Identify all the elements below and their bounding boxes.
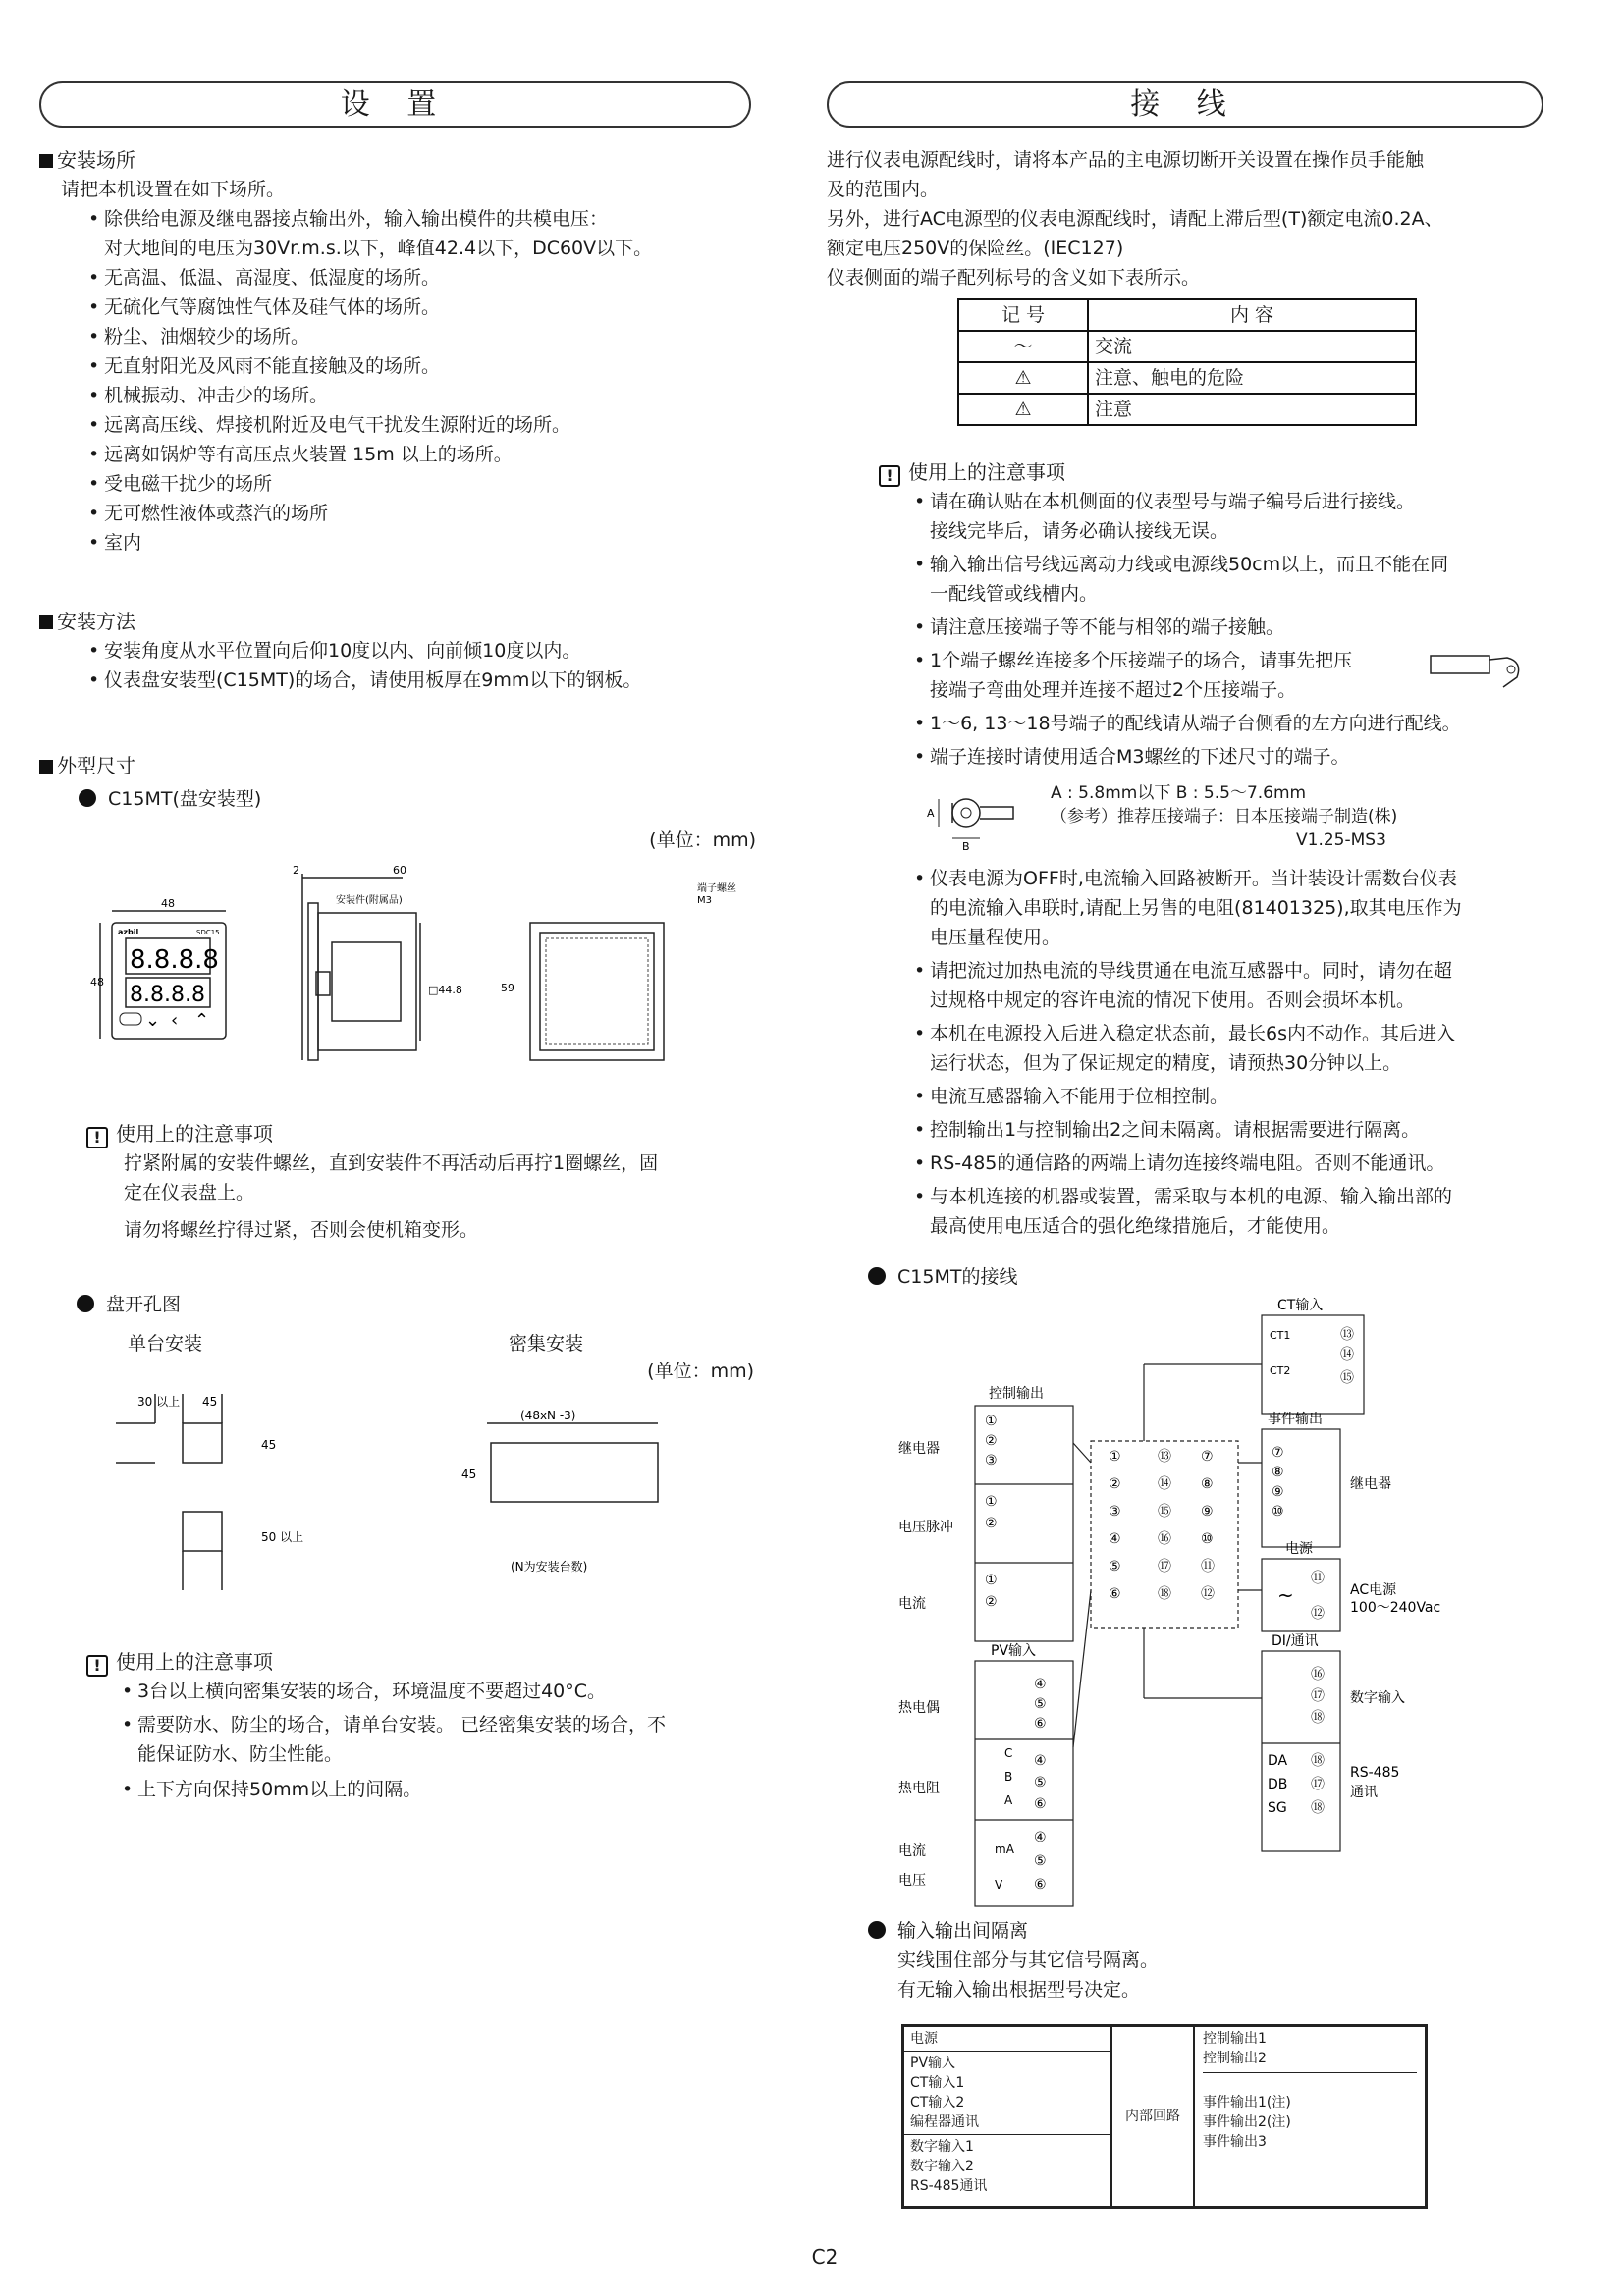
list-item: • 3台以上横向密集安装的场合，环境温度不要超过40°C。 [122, 1677, 764, 1706]
list-item: • 请在确认贴在本机侧面的仪表型号与端子编号后进行接线。 接线完毕后，请务必确认接线无误。 [914, 487, 1546, 546]
table-row: ⚠ 注意 [958, 394, 1416, 425]
min50-label: 50 以上 [261, 1530, 304, 1544]
terminal-grid [546, 938, 648, 1044]
list-item: • RS-485的通信路的两端上请勿连接终端电阻。否则不能通讯。 [914, 1148, 1546, 1178]
list-item: • 仪表电源为OFF时,电流输入回路被断开。当计装设计需数台仪表 的电流输入串联时,请配上另售的电阻(81401325),取其电压作为 电压量程使用。 [914, 864, 1546, 952]
power-label: 电源 [1285, 1541, 1313, 1557]
list-item: • 请把流过加热电流的导线贯通在电流互感器中。同时，请勿在超 过规格中规定的容许电流的情况下使用。否则会损坏本机。 [914, 956, 1546, 1015]
svg-text:⑤: ⑤ [1034, 1696, 1047, 1712]
list-item: • 粉尘、油烟较少的场所。 [88, 322, 756, 351]
list-item: • 机械振动、冲击少的场所。 [88, 381, 756, 410]
rear-view [530, 923, 664, 1060]
rtd-a-label: A [1004, 1793, 1013, 1807]
caution-icon: ! [86, 1127, 108, 1148]
svg-text:⑪: ⑪ [1201, 1559, 1215, 1575]
lug-spec: A : 5.8mm以下 B : 5.5～7.6mm （参考）推荐压接端子：日本压接端子制造(株) V1.25-MS3 [1051, 783, 1398, 850]
dimensions-model: C15MT(盘安装型) [79, 784, 756, 814]
dot-bullet-icon [79, 789, 96, 807]
dot-bullet-icon [868, 1267, 886, 1285]
svg-text:⑱: ⑱ [1311, 1800, 1325, 1816]
ct1-label: CT1 [1270, 1329, 1291, 1342]
min30-label: 30 以上 [137, 1395, 181, 1409]
sv-display: 8.8.8.8 [130, 983, 205, 1007]
tc-label: 热电偶 [898, 1700, 940, 1716]
bent-lug-icon [1429, 648, 1527, 697]
list-item: • 1个端子螺丝连接多个压接端子的场合，请事先把压 接端子弯曲处理并连接不超过2个压接端子。 [914, 646, 1546, 705]
svg-text:⑱: ⑱ [1158, 1586, 1171, 1602]
svg-text:⑪: ⑪ [1311, 1571, 1325, 1586]
dim-448-label: □44.8 [428, 984, 462, 996]
svg-text:⑥: ⑥ [1034, 1716, 1047, 1732]
di-comm-box [1262, 1651, 1340, 1851]
list-item: • 输入输出信号线远离动力线或电源线50cm以上，而且不能在同 一配线管或线槽内。 [914, 550, 1546, 609]
symbol-table [957, 298, 1417, 426]
rtd-b-label: B [1004, 1770, 1013, 1784]
install-method-section [39, 607, 756, 695]
svg-text:⑥: ⑥ [1034, 1796, 1047, 1812]
install-location-heading: 安装场所 [39, 145, 756, 175]
svg-text:⑧: ⑧ [1201, 1476, 1214, 1492]
ct2-label: CT2 [1270, 1364, 1291, 1377]
svg-text:⑬: ⑬ [1158, 1449, 1171, 1465]
install-location-intro: 请把本机设置在如下场所。 [61, 179, 286, 200]
install-method-heading: 安装方法 [39, 607, 756, 636]
caution-icon: ! [86, 1655, 108, 1677]
list-item: 能保证防水、防尘性能。 [137, 1743, 344, 1765]
sg-label: SG [1268, 1800, 1287, 1816]
ac-symbol: ～ [958, 331, 1088, 362]
svg-text:⑯: ⑯ [1158, 1531, 1171, 1547]
svg-text:②: ② [985, 1433, 998, 1449]
rtd-label: 热电阻 [898, 1781, 940, 1796]
square-bullet-icon [39, 154, 53, 168]
vpulse-label: 电压脉冲 [898, 1520, 953, 1535]
list-item: • 远离如锅炉等有高压点火装置 15m 以上的场所。 [88, 440, 756, 469]
model-label: SDC15 [196, 929, 220, 936]
svg-text:②: ② [985, 1516, 998, 1531]
caution-icon: ! [879, 465, 900, 487]
left-key-icon: ‹ [171, 1010, 179, 1031]
n-note: (N为安装台数) [511, 1560, 588, 1574]
list-item: • 无可燃性液体或蒸汽的场所 [88, 499, 756, 528]
list-item: • 受电磁干扰少的场所 [88, 469, 756, 499]
internal-circuit: 内部回路 [1112, 2027, 1195, 2206]
svg-text:⑤: ⑤ [1109, 1559, 1121, 1575]
dim-2-label: 2 [293, 864, 299, 877]
install-location-section [39, 145, 756, 558]
svg-text:①: ① [1109, 1449, 1121, 1465]
svg-text:④: ④ [1034, 1677, 1047, 1692]
wiring-heading: C15MT的接线 [868, 1262, 1017, 1292]
caution-triangle-icon: ⚠ [958, 394, 1088, 425]
svg-text:①: ① [985, 1414, 998, 1429]
gang-width-label: (48xN -3) [520, 1409, 576, 1422]
volt-in-label: 电压 [898, 1873, 926, 1889]
list-item: • 需要防水、防尘的场合，请单台安装。 已经密集安装的场合，不 [122, 1710, 764, 1739]
dimensions-section [39, 751, 756, 851]
isolation-outputs: 控制输出1 控制输出2 事件输出1(注) 事件输出2(注) 事件输出3 [1195, 2027, 1425, 2206]
list-item: • 控制输出1与控制输出2之间未隔离。请根据需要进行隔离。 [914, 1115, 1546, 1145]
rtd-c-label: C [1004, 1746, 1013, 1760]
cutout-unit: (单位：mm) [647, 1361, 754, 1382]
svg-text:⑨: ⑨ [1272, 1484, 1284, 1500]
cur-in-label: 电流 [898, 1843, 926, 1859]
svg-text:⑫: ⑫ [1201, 1586, 1215, 1602]
svg-text:⑩: ⑩ [1201, 1531, 1214, 1547]
current-out-label: 电流 [898, 1596, 926, 1612]
list-item: • 无直射阳光及风雨不能直接触及的场所。 [88, 351, 756, 381]
list-item: • 室内 [88, 528, 756, 558]
dimensions-unit: (单位：mm) [649, 829, 756, 851]
note-cutout: ! 使用上的注意事项 • 3台以上横向密集安装的场合，环境温度不要超过40°C。 • 需要防水、防尘的场合，请单台安装。 已经密集安装的场合，不 能保证防水、防尘性能。 • 上下方向保持50mm以上的间隔。 [86, 1647, 764, 1804]
svg-text:⑩: ⑩ [1272, 1504, 1284, 1520]
lug-dimension-icon [923, 781, 1021, 853]
svg-text:⑯: ⑯ [1311, 1667, 1325, 1682]
svg-text:③: ③ [985, 1453, 998, 1468]
wiring-diagram [889, 1296, 1441, 1904]
list-item: • 本机在电源投入后进入稳定状态前，最长6s内不动作。其后进入 运行状态，但为了保证规定的精度，请预热30分钟以上。 [914, 1019, 1546, 1078]
ct-in-label: CT输入 [1277, 1298, 1324, 1313]
v-label: V [995, 1878, 1003, 1892]
svg-text:⑭: ⑭ [1340, 1347, 1354, 1362]
comm-label: 通讯 [1350, 1785, 1378, 1800]
m3-label: M3 [697, 895, 712, 906]
down-key-icon: ⌄ [145, 1010, 161, 1031]
ac-power-label: AC电源 [1350, 1582, 1397, 1598]
list-item: • 无高温、低温、高湿度、低湿度的场所。 [88, 263, 756, 293]
para-key [120, 1013, 141, 1025]
svg-text:①: ① [985, 1494, 998, 1510]
ma-label: mA [995, 1842, 1014, 1856]
dim-59-label: 59 [501, 982, 514, 994]
list-item: • 仪表盘安装型(C15MT)的场合，请使用板厚在9mm以下的钢板。 [88, 666, 756, 695]
svg-text:⑮: ⑮ [1158, 1504, 1171, 1520]
svg-text:②: ② [1109, 1476, 1121, 1492]
list-item: • 电流互感器输入不能用于位相控制。 [914, 1082, 1546, 1111]
di-comm-label: DI/通讯 [1272, 1633, 1319, 1649]
isolation-inputs: 电源 PV输入 CT输入1 CT输入2 编程器通讯 数字输入1 数字输入2 RS-485通讯 [904, 2027, 1112, 2206]
digital-in-label: 数字输入 [1350, 1690, 1405, 1706]
list-item: • 远离高压线、焊接机附近及电气干扰发生源附近的场所。 [88, 410, 756, 440]
panel-cutout-heading: 盘开孔图 [77, 1290, 754, 1319]
square-bullet-icon [39, 615, 53, 629]
svg-text:⑱: ⑱ [1311, 1753, 1325, 1769]
list-item: • 请注意压接端子等不能与相邻的端子接触。 [914, 613, 1546, 642]
h45-label: 45 [261, 1438, 277, 1452]
pv-in-box [975, 1661, 1073, 1906]
event-out-label: 事件输出 [1268, 1412, 1323, 1427]
dimension-drawing [90, 864, 736, 1099]
gang-hole [491, 1443, 658, 1502]
list-item: • 无硫化气等腐蚀性气体及硅气体的场所。 [88, 293, 756, 322]
list-item: 对大地间的电压为30Vr.m.s.以下，峰值42.4以下，DC60V以下。 [104, 238, 653, 259]
svg-text:②: ② [985, 1594, 998, 1610]
note-install: ! 使用上的注意事项 拧紧附属的安装件螺丝，直到安装件不再活动后再拧1圈螺丝，固 定在仪表盘上。 请勿将螺丝拧得过紧，否则会使机箱变形。 [86, 1119, 754, 1245]
isolation-table [901, 2024, 1428, 2209]
svg-text:⑰: ⑰ [1311, 1688, 1325, 1704]
svg-text:④: ④ [1034, 1753, 1047, 1769]
list-item: • 除供给电源及继电器接点输出外，输入输出模件的共模电压： [88, 204, 756, 234]
svg-text:⑥: ⑥ [1034, 1877, 1047, 1893]
gang-height-label: 45 [461, 1468, 477, 1481]
wiring-intro: 进行仪表电源配线时，请将本产品的主电源切断开关设置在操作员手能触 及的范围内。 另外，进行AC电源型的仪表电源配线时，请配上滞后型(T)额定电流0.2A、 额定电压250V的保险丝。(IEC127) 仪表侧面的端子配列标号的含义如下表所示。 [827, 149, 1443, 289]
pv-in-label: PV输入 [991, 1643, 1037, 1659]
power-box [1262, 1559, 1340, 1631]
isolation-section: 输入输出间隔离 实线围住部分与其它信号隔离。 有无输入输出根据型号决定。 [868, 1916, 1545, 2004]
note-wiring-cont [879, 864, 1546, 1241]
dim-60-label: 60 [393, 864, 406, 877]
svg-text:③: ③ [1109, 1504, 1121, 1520]
square-bullet-icon [39, 760, 53, 774]
install-location-list [88, 204, 756, 558]
svg-text:⑤: ⑤ [1034, 1775, 1047, 1790]
dimensions-heading: 外型尺寸 [39, 751, 756, 780]
up-key-icon: ⌃ [194, 1010, 210, 1031]
lug-b-label: B [962, 840, 970, 853]
pv-display: 8.8.8.8 [130, 945, 219, 975]
table-header-row: 记 号 内 容 [958, 299, 1416, 331]
list-item: • 与本机连接的机器或装置，需采取与本机的电源、输入输出部的 最高使用电压适合的强化绝缘措施后，才能使用。 [914, 1182, 1546, 1241]
table-row: ⚠ 注意、触电的危险 [958, 362, 1416, 394]
screw-label: 端子螺丝 [697, 883, 736, 894]
svg-text:⑭: ⑭ [1158, 1476, 1171, 1492]
cutout-hole-1 [183, 1423, 222, 1463]
dot-bullet-icon [77, 1295, 94, 1312]
svg-text:⑰: ⑰ [1311, 1777, 1325, 1792]
gang-install-label: 密集安装 [509, 1333, 584, 1355]
svg-text:①: ① [985, 1573, 998, 1588]
svg-text:⑫: ⑫ [1311, 1606, 1325, 1622]
svg-text:⑮: ⑮ [1340, 1370, 1354, 1386]
relay2-label: 继电器 [1350, 1476, 1391, 1492]
cutout-hole-2 [183, 1512, 222, 1551]
relay-label: 继电器 [898, 1441, 940, 1457]
da-label: DA [1268, 1753, 1288, 1769]
shock-warning-icon: ⚠ [958, 362, 1088, 394]
ctrl-out-label: 控制输出 [989, 1386, 1044, 1402]
svg-text:⑥: ⑥ [1109, 1586, 1121, 1602]
svg-text:④: ④ [1109, 1531, 1121, 1547]
rs485-label: RS-485 [1350, 1765, 1400, 1781]
section-title-wiring: 接 线 [827, 81, 1543, 128]
list-item: • 端子连接时请使用适合M3螺丝的下述尺寸的端子。 [914, 742, 1546, 772]
svg-text:⑦: ⑦ [1201, 1449, 1214, 1465]
svg-text:⑨: ⑨ [1201, 1504, 1214, 1520]
dim-height-label: 48 [90, 976, 104, 988]
cutout-drawing [108, 1384, 658, 1600]
svg-text:⑬: ⑬ [1340, 1327, 1354, 1343]
bracket-label: 安装件(附属品) [336, 895, 403, 906]
w45-label: 45 [202, 1395, 218, 1409]
page-number: C2 [811, 2245, 839, 2269]
dot-bullet-icon [868, 1921, 886, 1939]
dim-width-label: 48 [161, 897, 175, 910]
note-wiring: ! 使用上的注意事项 • 请在确认贴在本机侧面的仪表型号与端子编号后进行接线。 接线完毕后，请务必确认接线无误。 • 输入输出信号线远离动力线或电源线50cm以上，而且不能在同 一配线管或线槽内。 • 请注意压接端子等不能与相邻的端子接触。 • 1个端子螺丝连接多个压接端子的场合，请事先把压 接端子弯曲处理并连接不超过2个压接端子。 • 1～6, 13～18号端子的配线请从端子台侧看的左方向进行配线。 • 端子连接时请使用适合M3螺丝的下述尺寸的端子。 [879, 457, 1546, 772]
svg-text:⑱: ⑱ [1311, 1710, 1325, 1726]
lug-a-label: A [927, 807, 935, 820]
ac-range-label: 100～240Vac [1350, 1600, 1441, 1616]
ac-source-icon: ~ [1277, 1583, 1294, 1607]
svg-text:⑤: ⑤ [1034, 1853, 1047, 1869]
list-item: • 安装角度从水平位置向后仰10度以内、向前倾10度以内。 [88, 636, 756, 666]
db-label: DB [1268, 1777, 1288, 1792]
section-title-setup: 设 置 [39, 81, 751, 128]
svg-text:⑦: ⑦ [1272, 1445, 1284, 1461]
list-item: • 上下方向保持50mm以上的间隔。 [122, 1775, 764, 1804]
brand-label: azbil [118, 928, 139, 936]
svg-text:⑧: ⑧ [1272, 1465, 1284, 1480]
table-row: ～ 交流 [958, 331, 1416, 362]
panel-cutout-section [77, 1290, 754, 1382]
list-item: • 1～6, 13～18号端子的配线请从端子台侧看的左方向进行配线。 [914, 709, 1546, 738]
single-install-label: 单台安装 [128, 1333, 203, 1355]
svg-text:④: ④ [1034, 1830, 1047, 1845]
svg-text:⑰: ⑰ [1158, 1559, 1171, 1575]
